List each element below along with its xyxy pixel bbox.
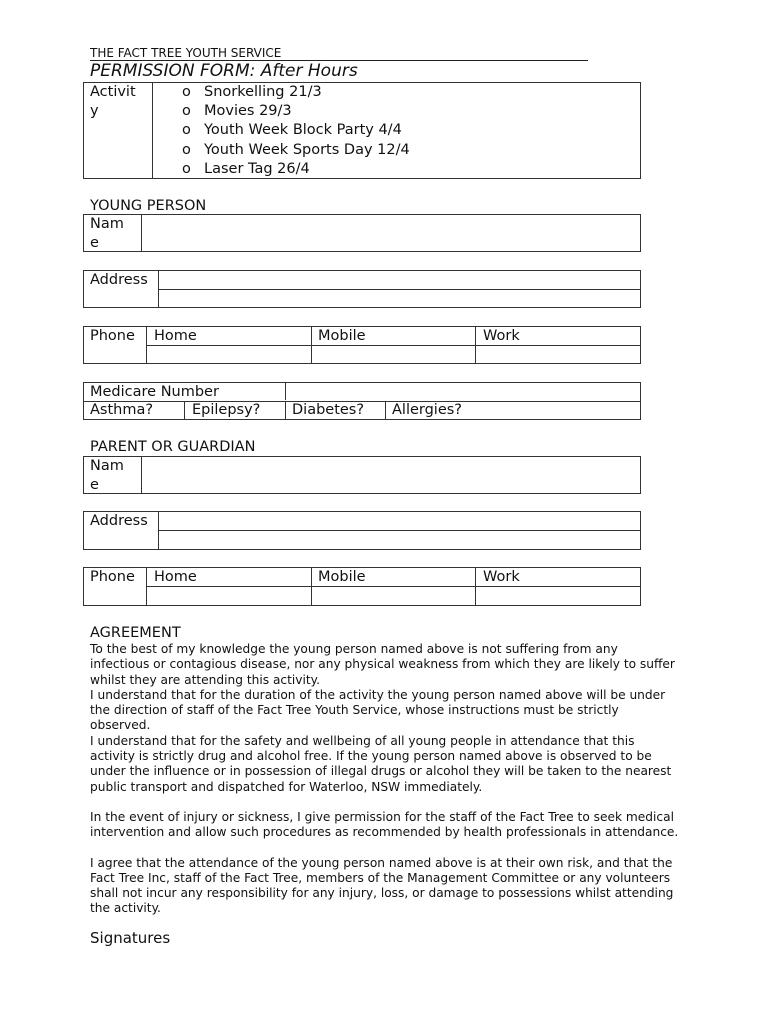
agreement-para-4: In the event of injury or sickness, I give permission for the staff of the Fact Tree to seek medical intervention and allow such procedures as recommended by health professionals in attendance. — [90, 809, 679, 840]
yp-address-label: Address — [90, 272, 148, 288]
activity-list — [182, 83, 410, 179]
yp-diabetes-label[interactable]: Diabetes? — [292, 402, 365, 418]
yp-allergies-label[interactable]: Allergies? — [392, 402, 463, 418]
bullet-icon: o — [182, 160, 191, 177]
pg-phone-mobile-field[interactable] — [312, 587, 475, 605]
pg-address-label: Address — [90, 513, 148, 529]
yp-name-label-line1: Nam — [90, 216, 124, 232]
pg-phone-work-label: Work — [483, 569, 520, 585]
yp-medical-box — [83, 382, 641, 420]
pg-address-field-1[interactable] — [159, 512, 640, 530]
bullet-icon: o — [182, 103, 191, 120]
signatures-heading: Signatures — [90, 929, 171, 947]
pg-name-field[interactable] — [142, 457, 640, 493]
activity-label-line1: Activit — [90, 84, 136, 100]
activity-divider — [152, 83, 153, 178]
yp-medicare-label: Medicare Number — [90, 384, 219, 400]
pg-phone-work-field[interactable] — [476, 587, 640, 605]
yp-address-field-1[interactable] — [159, 271, 640, 289]
young-person-heading: YOUNG PERSON — [90, 198, 207, 214]
activity-box — [83, 82, 641, 179]
yp-address-box — [83, 270, 641, 308]
activity-item-label: Youth Week Block Party 4/4 — [204, 122, 402, 139]
activity-item[interactable] — [182, 102, 410, 121]
pg-phone-mobile-label: Mobile — [318, 569, 366, 585]
yp-phone-box — [83, 326, 641, 364]
yp-phone-work-label: Work — [483, 328, 520, 344]
yp-phone-work-field[interactable] — [476, 346, 640, 363]
pg-name-box — [83, 456, 641, 494]
yp-diabetes-divider — [385, 401, 386, 419]
bullet-icon: o — [182, 122, 191, 139]
yp-phone-home-field[interactable] — [147, 346, 311, 363]
pg-phone-home-label: Home — [154, 569, 197, 585]
yp-asthma-divider — [184, 401, 185, 419]
bullet-icon: o — [182, 141, 191, 158]
yp-phone-mobile-field[interactable] — [312, 346, 475, 363]
pg-address-field-2[interactable] — [159, 531, 640, 549]
activity-item[interactable] — [182, 141, 410, 160]
activity-item-label: Laser Tag 26/4 — [204, 160, 310, 177]
yp-name-box — [83, 214, 641, 252]
yp-epilepsy-label[interactable]: Epilepsy? — [192, 402, 261, 418]
yp-name-label-line2: e — [90, 235, 99, 251]
agreement-para-5: I agree that the attendance of the young person named above is at their own risk, and that the Fact Tree Inc, staff of the Fact Tree, members of the Management Committee or any volunteers shall not incur any responsibility for any injury, loss, or damage to possessions whilst attending the activity. — [90, 855, 674, 916]
activity-item-label: Youth Week Sports Day 12/4 — [204, 141, 410, 158]
bullet-icon: o — [182, 84, 191, 100]
activity-item-label: Snorkelling 21/3 — [204, 84, 322, 100]
activity-item[interactable] — [182, 121, 410, 140]
yp-epilepsy-divider — [285, 401, 286, 419]
activity-item[interactable] — [182, 160, 410, 179]
activity-item-label: Movies 29/3 — [204, 103, 292, 120]
pg-name-label-line1: Nam — [90, 458, 124, 474]
agreement-para-2: I understand that for the duration of the activity the young person named above will be under the direction of staff of the Fact Tree Youth Service, whose instructions must be strictly observed. — [90, 687, 666, 733]
yp-medicare-field[interactable] — [286, 383, 640, 401]
yp-address-field-2[interactable] — [159, 290, 640, 307]
pg-phone-box — [83, 567, 641, 606]
parent-heading: PARENT OR GUARDIAN — [90, 439, 256, 455]
pg-name-label-line2: e — [90, 477, 99, 493]
organisation-name: THE FACT TREE YOUTH SERVICE — [90, 46, 588, 61]
yp-phone-home-label: Home — [154, 328, 197, 344]
activity-label-line2: y — [90, 103, 99, 119]
agreement-para-1: To the best of my knowledge the young person named above is not suffering from any infectious or contagious disease, nor any physical weakness from which they are likely to suffer whilst they are attending this activity. — [90, 642, 675, 687]
pg-phone-label: Phone — [90, 569, 135, 585]
yp-asthma-label[interactable]: Asthma? — [90, 402, 154, 418]
yp-phone-mobile-label: Mobile — [318, 328, 366, 344]
yp-phone-label: Phone — [90, 328, 135, 344]
activity-item[interactable] — [182, 83, 410, 102]
pg-address-box — [83, 511, 641, 550]
agreement-para-3: I understand that for the safety and wellbeing of all young people in attendance that this activity is strictly drug and alcohol free. If the young person named above is observed to be under the influence or in possession of illegal drugs or alcohol they will be taken to the nearest public transport and dispatched for Waterloo, NSW immediately. — [90, 733, 672, 794]
pg-phone-home-field[interactable] — [147, 587, 311, 605]
yp-name-field[interactable] — [142, 215, 640, 251]
agreement-heading: AGREEMENT — [90, 625, 181, 641]
agreement-text — [90, 642, 680, 917]
form-title: PERMISSION FORM: After Hours — [90, 61, 358, 81]
